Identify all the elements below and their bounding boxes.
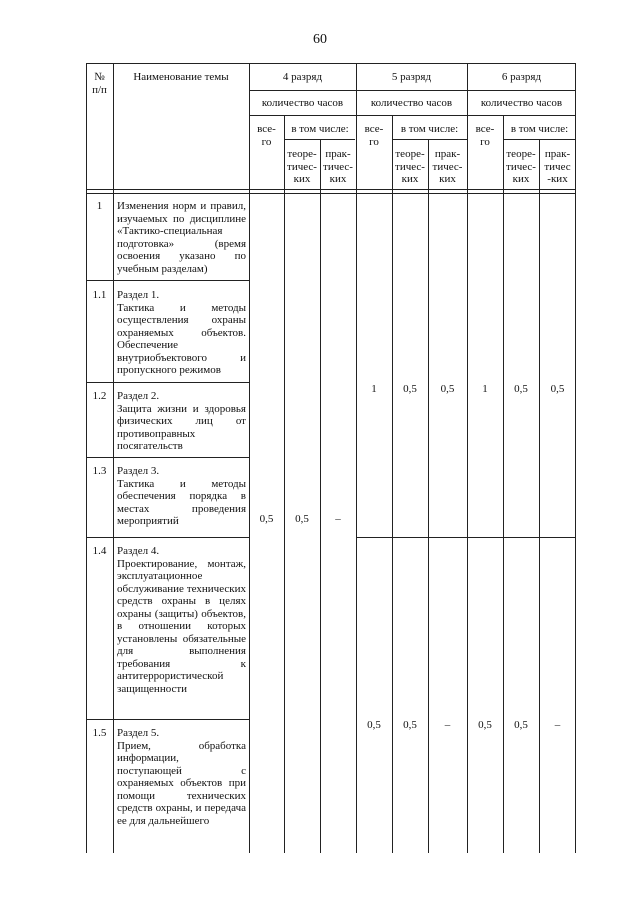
header-hours-6: количество часов bbox=[480, 97, 563, 109]
row-name: Раздел 3. Тактика и методы обеспечения порядка в местах проведения мероприятий bbox=[117, 465, 246, 527]
table-col-rule bbox=[539, 139, 540, 853]
table-col-rule bbox=[284, 115, 285, 853]
table-col-rule bbox=[249, 63, 250, 853]
value-g6-total: 1 bbox=[482, 383, 488, 395]
header-incl-6: в том числе: bbox=[510, 123, 569, 135]
row-num: 1 bbox=[96, 200, 103, 212]
table-rule bbox=[392, 139, 467, 140]
header-total-6: все- го bbox=[475, 123, 495, 148]
value-g6-theory: 0,5 bbox=[514, 719, 528, 731]
row-name: Раздел 4. Проектирование, монтаж, эксплуатационное обслуживание технических средств охраны в целях охраны (защиты) объектов, в отношении которых установлены обязательные для выполнения требования к антитеррористической защищенности bbox=[117, 545, 246, 695]
header-name: Наименование темы bbox=[133, 71, 229, 83]
row-num: 1.1 bbox=[92, 289, 107, 301]
table-top-border bbox=[86, 63, 576, 64]
table-rule bbox=[86, 382, 249, 383]
row-num: 1.3 bbox=[92, 465, 107, 477]
table-col-rule bbox=[392, 115, 393, 853]
row-name: Раздел 2. Защита жизни и здоровья физических лиц от противоправных посягательств bbox=[117, 390, 246, 452]
table-col-rule bbox=[467, 63, 468, 853]
page-number: 60 bbox=[313, 32, 327, 47]
table-col-rule bbox=[320, 139, 321, 853]
header-grade-4: 4 разряд bbox=[282, 71, 323, 83]
header-theory-4: теоре- тичес- ких bbox=[287, 148, 317, 185]
row-name: Раздел 5. Прием, обработка информации, поступающей с охраняемых объектов при помощи технических средств охраны, и передача ее для дальнейшего bbox=[117, 727, 246, 827]
table-rule bbox=[249, 90, 576, 91]
table-rule bbox=[86, 457, 249, 458]
table-rule bbox=[86, 537, 249, 538]
value-g6-practice: 0,5 bbox=[550, 383, 565, 395]
header-hours-4: количество часов bbox=[261, 97, 344, 109]
row-num: 1.2 bbox=[92, 390, 107, 402]
value-g5-total: 1 bbox=[371, 383, 377, 395]
value-g5-theory: 0,5 bbox=[403, 383, 417, 395]
value-g6-practice: – bbox=[554, 719, 561, 731]
table-col-rule bbox=[113, 63, 114, 853]
header-total-4: все- го bbox=[257, 123, 276, 148]
header-practice-6: прак- тичес -ких bbox=[544, 148, 571, 185]
value-g4-theory: 0,5 bbox=[295, 513, 309, 525]
row-num: 1.5 bbox=[92, 727, 107, 739]
table-col-rule bbox=[428, 139, 429, 853]
header-grade-5: 5 разряд bbox=[391, 71, 432, 83]
header-hours-5: количество часов bbox=[370, 97, 453, 109]
header-total-5: все- го bbox=[364, 123, 384, 148]
table-rule bbox=[356, 537, 576, 538]
header-num: № п/п bbox=[92, 71, 107, 96]
row-num: 1.4 bbox=[92, 545, 107, 557]
hours-table bbox=[86, 63, 576, 853]
table-rule bbox=[86, 280, 249, 281]
header-theory-6: теоре- тичес- ких bbox=[506, 148, 536, 185]
value-g5-practice: – bbox=[444, 719, 451, 731]
row-name: Изменения норм и правил, изучаемых по дисциплине «Тактико-специальная подготовка» (время освоения указано по учебным разделам) bbox=[117, 200, 246, 275]
header-theory-5: теоре- тичес- ких bbox=[395, 148, 425, 185]
value-g5-theory: 0,5 bbox=[403, 719, 417, 731]
table-col-rule bbox=[356, 63, 357, 853]
value-g5-practice: 0,5 bbox=[440, 383, 455, 395]
table-col-rule bbox=[503, 115, 504, 853]
header-grade-6: 6 разряд bbox=[501, 71, 542, 83]
value-g4-total: 0,5 bbox=[259, 513, 274, 525]
header-incl-4: в том числе: bbox=[291, 123, 349, 135]
row-name: Раздел 1. Тактика и методы осуществления охраны охраняемых объектов. Обеспечение внутриобъектового и пропускного режимов bbox=[117, 289, 246, 376]
table-rule bbox=[86, 719, 249, 720]
header-practice-4: прак- тичес- ких bbox=[323, 148, 353, 185]
header-incl-5: в том числе: bbox=[400, 123, 459, 135]
value-g6-total: 0,5 bbox=[478, 719, 492, 731]
header-practice-5: прак- тичес- ких bbox=[432, 148, 463, 185]
value-g4-practice: – bbox=[335, 513, 341, 525]
table-rule bbox=[249, 115, 576, 116]
value-g5-total: 0,5 bbox=[367, 719, 381, 731]
value-g6-theory: 0,5 bbox=[514, 383, 528, 395]
